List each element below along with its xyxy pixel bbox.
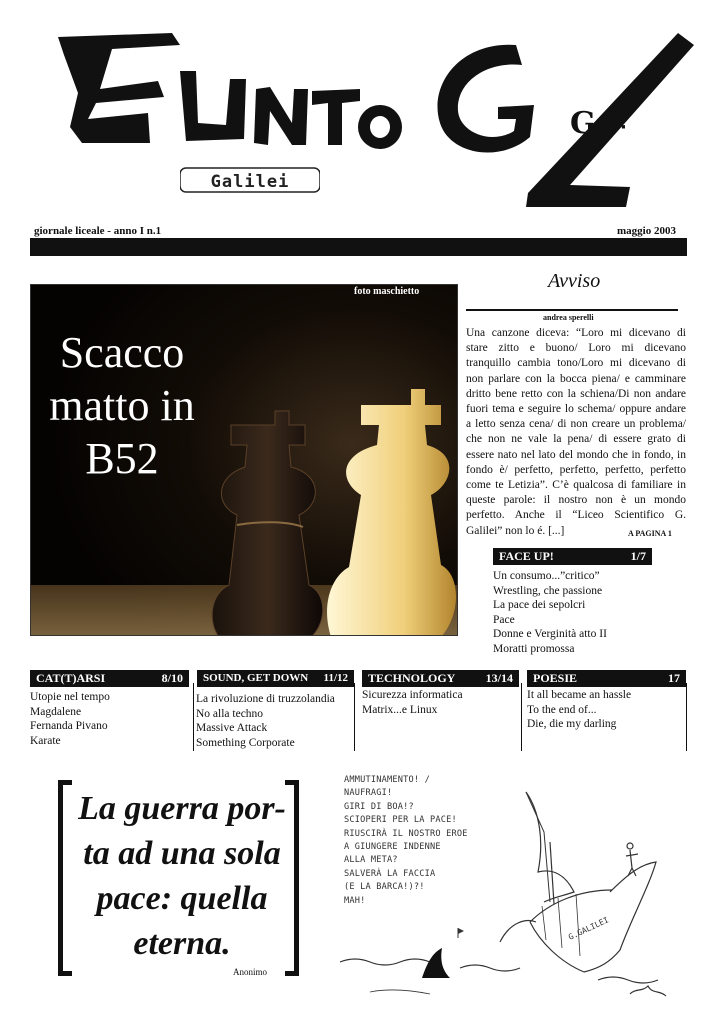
section-pages: 17	[668, 671, 680, 685]
list-item: La rivoluzione di truzzolandia	[196, 693, 335, 705]
article-author: andrea sperelli	[543, 313, 594, 322]
section-list-cattarsi	[30, 690, 190, 748]
article-body: Una canzone diceva: “Loro mi dicevano di stare zitto e buono/ Loro mi dicevano tranquillo cambia tono/Loro mi dicevano di non parlare con la bocca piena/ e camminare dritto bene retto con la schiena/Di non andare fuori tema e seguire lo schema/ oppure andare a letto senza cena/ di non creare un problema/ che non ne vale la pena/ di essere grato di essere nato nel lato del mondo che in fondo, in fondo è/ perfetto, perfetto, perfetto, perfetto come te Letizia”. C’è qualcosa di familiare in queste parole: il nostro non è un mondo perfetto. Anche il “Liceo Scientifico G. Galilei” non lo é. [...]	[466, 327, 686, 537]
cartoon-line: NAUFRAGI!	[344, 788, 393, 799]
quote-line: pace: quella	[96, 880, 268, 917]
article-title: Avviso	[548, 270, 601, 292]
section-header-sound	[197, 670, 354, 687]
cartoon-line: (E LA BARCA!)?!	[344, 882, 425, 893]
masthead-logo	[30, 15, 695, 220]
headline-line: Scacco	[59, 328, 185, 377]
masthead-bar	[30, 238, 687, 256]
section-name: CAT(T)ARSI	[36, 671, 106, 685]
cartoon-caption	[344, 774, 514, 908]
list-item: Fernanda Pivano	[30, 720, 108, 732]
article-continued: A PAGINA 1	[628, 529, 672, 538]
list-item: It all became an hassle	[527, 689, 632, 701]
list-item: Magdalene	[30, 705, 82, 718]
svg-text:·: ·	[620, 117, 627, 138]
pull-quote	[66, 786, 298, 966]
cartoon-line: MAH!	[344, 895, 366, 906]
section-list-technology	[362, 688, 522, 717]
section-header-poesie	[527, 670, 686, 687]
cartoon-line: SALVERÀ LA FACCIA	[344, 868, 436, 879]
list-item: Utopie nel tempo	[30, 691, 110, 703]
list-item: La pace dei sepolcri	[493, 599, 586, 611]
quote-author: Anonimo	[233, 967, 268, 977]
svg-text:G.: G.	[570, 106, 605, 141]
cartoon-line: SCIOPERI PER LA PACE!	[344, 815, 457, 826]
list-item: Matrix...e Linux	[362, 703, 438, 716]
section-list-faceup	[493, 569, 673, 656]
section-pages: 1/7	[630, 549, 646, 563]
list-item: Massive Attack	[196, 722, 268, 734]
headline-line: B52	[85, 434, 159, 483]
section-pages: 11/12	[323, 672, 348, 684]
list-item: To the end of...	[527, 703, 597, 716]
list-item: Sicurezza informatica	[362, 689, 463, 701]
article-rule	[466, 309, 678, 311]
section-header-technology	[362, 670, 519, 687]
ship-name-label: G.GALILEI	[567, 915, 611, 942]
cartoon-line: RIUSCIRÀ IL NOSTRO EROE	[344, 828, 468, 839]
section-header-faceup	[493, 548, 652, 565]
column-divider	[193, 683, 194, 751]
list-item: No alla techno	[196, 707, 264, 720]
section-pages: 13/14	[485, 671, 513, 685]
list-item: Die, die my darling	[527, 718, 617, 730]
issue-info: giornale liceale - anno I n.1	[34, 225, 162, 237]
quote-line: La guerra por-	[78, 790, 286, 827]
cover-headline	[30, 326, 214, 485]
section-pages: 8/10	[161, 671, 183, 685]
cartoon-line: ALLA META?	[344, 855, 398, 866]
issue-date: maggio 2003	[617, 225, 676, 237]
svg-text:Galilei: Galilei	[210, 172, 290, 192]
section-list-sound	[196, 692, 356, 750]
headline-line: matto in	[49, 381, 195, 430]
masthead-galilei-logo	[180, 162, 320, 196]
list-item: Un consumo...”critico”	[493, 570, 600, 582]
list-item: Karate	[30, 734, 61, 747]
section-name: TECHNOLOGY	[368, 671, 456, 685]
list-item: Pace	[493, 613, 515, 626]
photo-credit: foto maschietto	[354, 286, 420, 297]
cartoon-line: AMMUTINAMENTO! /	[344, 775, 430, 785]
section-name: SOUND, GET DOWN	[203, 672, 309, 684]
section-header-cattarsi	[30, 670, 189, 687]
cartoon-line: GIRI DI BOA!?	[344, 801, 414, 812]
list-item: Donne e Verginità atto II	[493, 628, 607, 640]
quote-line: eterna.	[133, 925, 231, 962]
section-list-poesie	[527, 688, 687, 732]
section-name: FACE UP!	[499, 549, 554, 563]
quote-line: ta ad una sola	[83, 835, 281, 872]
list-item: Moratti promossa	[493, 642, 575, 655]
list-item: Wrestling, che passione	[493, 584, 603, 597]
list-item: Something Corporate	[196, 736, 295, 749]
section-name: POESIE	[533, 671, 578, 685]
cartoon-line: A GIUNGERE INDENNE	[344, 842, 441, 853]
